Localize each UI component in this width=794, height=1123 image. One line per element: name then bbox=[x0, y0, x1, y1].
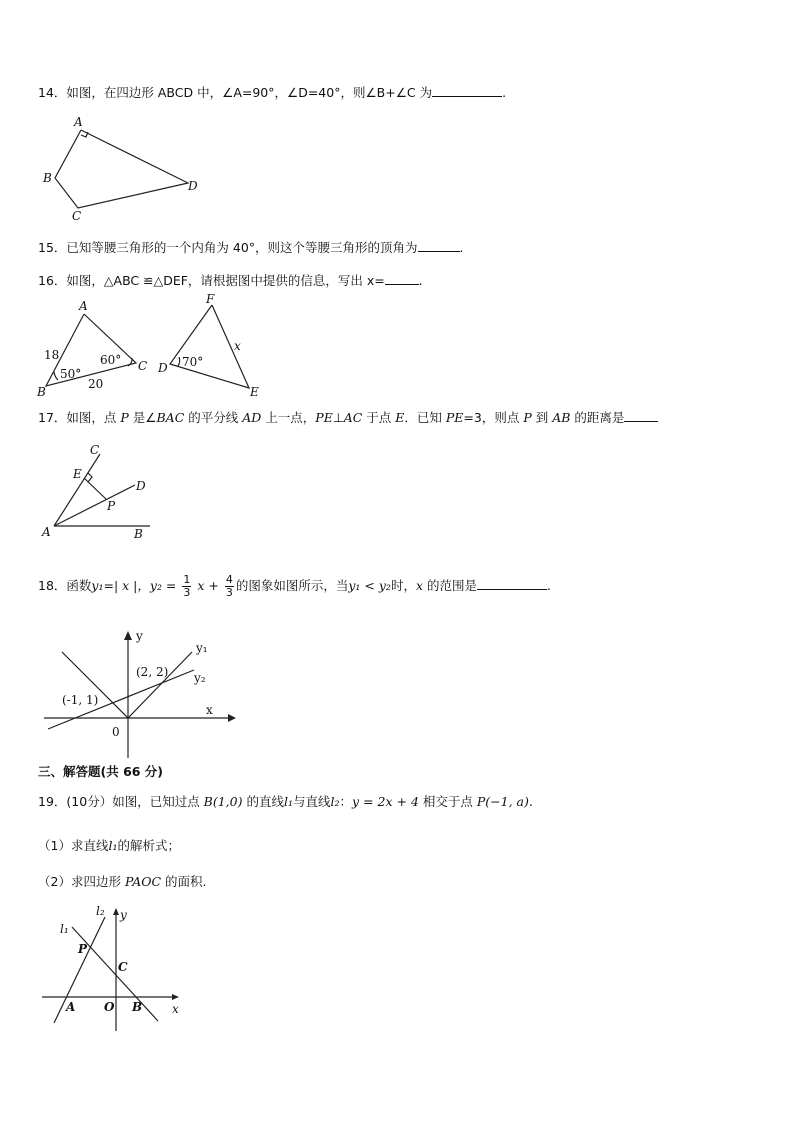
q16-label-b: B bbox=[37, 385, 46, 399]
q15-answer-blank bbox=[418, 238, 460, 252]
q14-text: 14．如图，在四边形 ABCD 中，∠A=90°，∠D=40°，则∠B+∠C 为 . bbox=[38, 85, 507, 100]
q16-angle-b-arc bbox=[54, 372, 58, 380]
q16-label-x: x bbox=[234, 339, 241, 353]
q14-answer-blank bbox=[432, 83, 502, 97]
q17-answer-blank bbox=[624, 408, 658, 422]
section3-title: 三、解答题(共 66 分) bbox=[38, 764, 164, 779]
q19-label-c: C bbox=[118, 960, 128, 974]
q18-fraction-1: $\frac{1}{3}$ bbox=[183, 573, 191, 599]
q19-text: 19．(10分）如图，已知过点 B(1,0) 的直线l₁与直线l₂：y = 2x + 4 相交于点 P(−1, a). bbox=[38, 794, 533, 809]
q17-label-b: B bbox=[134, 527, 143, 541]
q16-angle-d-arc bbox=[178, 357, 180, 366]
q16-label-a: A bbox=[79, 299, 88, 313]
q19-label-l1: l₁ bbox=[60, 922, 69, 936]
q17-perpendicular-pe bbox=[84, 478, 106, 499]
q16-side-18: 18 bbox=[44, 348, 60, 362]
q19-y-axis-arrow bbox=[113, 908, 119, 915]
q16-angle-70: 70° bbox=[182, 355, 204, 369]
q17-label-a: A bbox=[42, 525, 51, 539]
q16-label-e: E bbox=[250, 385, 259, 399]
q16-label-d: D bbox=[158, 361, 168, 375]
q18-axis-label-y: y bbox=[136, 629, 143, 643]
q17-ray-ac bbox=[54, 454, 100, 526]
q19-label-o: O bbox=[104, 1000, 115, 1014]
q17-label-e: E bbox=[73, 467, 82, 481]
q19-subquestion-2: （2）求四边形 PAOC 的面积. bbox=[38, 874, 207, 889]
q18-point-neg1-1: (-1, 1) bbox=[62, 693, 99, 707]
q16-label-f: F bbox=[206, 292, 215, 306]
q18-y-axis-arrow bbox=[124, 631, 132, 640]
q18-fraction-2: $\frac{4}{3}$ bbox=[225, 573, 233, 599]
q14-label-c: C bbox=[72, 209, 82, 223]
q15-text: 15．已知等腰三角形的一个内角为 40°，则这个等腰三角形的顶角为 . bbox=[38, 240, 464, 255]
q17-angle-bisector-figure bbox=[38, 440, 188, 545]
q17-bisector-ad bbox=[54, 485, 135, 526]
q17-label-p: P bbox=[107, 499, 116, 513]
q18-x-axis-arrow bbox=[228, 714, 236, 722]
q16-congruent-triangles-figure bbox=[36, 292, 296, 402]
q17-text: 17．如图，点 P 是∠BAC 的平分线 AD 上一点，PE⊥AC 于点 E．已知 PE=3，则点 P 到 AB 的距离是 bbox=[38, 408, 658, 427]
q18-answer-blank bbox=[477, 576, 547, 590]
q18-graph-y1 bbox=[62, 652, 192, 718]
q19-label-b: B bbox=[132, 1000, 143, 1014]
q14-label-d: D bbox=[188, 179, 198, 193]
q16-side-20: 20 bbox=[88, 377, 104, 391]
q16-angle-60: 60° bbox=[100, 353, 122, 367]
q17-label-d: D bbox=[136, 479, 146, 493]
q16-answer-blank bbox=[385, 271, 419, 285]
q19-two-lines-figure bbox=[38, 905, 198, 1035]
q16-label-c: C bbox=[138, 359, 148, 373]
q18-function-graph-figure bbox=[40, 630, 250, 760]
q17-right-angle-mark bbox=[88, 473, 92, 482]
q19-label-x: x bbox=[172, 1002, 179, 1016]
q18-point-2-2: (2, 2) bbox=[136, 665, 169, 679]
q18-axis-label-x: x bbox=[206, 703, 213, 717]
q19-label-y: y bbox=[120, 908, 127, 922]
q14-label-a: A bbox=[74, 115, 83, 129]
q18-text: 18．函数y₁=| x |，y₂ = $\frac{1}{3}$ x + $\frac{4}{3}$ 的图象如图所示，当y₁ < y₂时，x 的范围是 . bbox=[38, 573, 551, 599]
q14-quad-outline bbox=[55, 130, 188, 208]
q19-label-a: A bbox=[66, 1000, 76, 1014]
q16-text: 16．如图，△ABC ≌△DEF，请根据图中提供的信息，写出 x= . bbox=[38, 273, 423, 288]
q19-subquestion-1: （1）求直线l₁的解析式； bbox=[38, 838, 180, 853]
q18-label-y2: y₂ bbox=[194, 671, 206, 685]
q19-x-axis-arrow bbox=[172, 994, 179, 1000]
q17-label-c: C bbox=[90, 443, 100, 457]
q14-label-b: B bbox=[43, 171, 52, 185]
q14-quadrilateral-figure bbox=[30, 110, 230, 230]
q16-angle-50: 50° bbox=[60, 367, 82, 381]
q18-origin-label: 0 bbox=[112, 725, 120, 739]
q19-label-p: P bbox=[78, 942, 88, 956]
q18-label-y1: y₁ bbox=[196, 641, 208, 655]
q19-label-l2: l₂ bbox=[96, 904, 105, 918]
